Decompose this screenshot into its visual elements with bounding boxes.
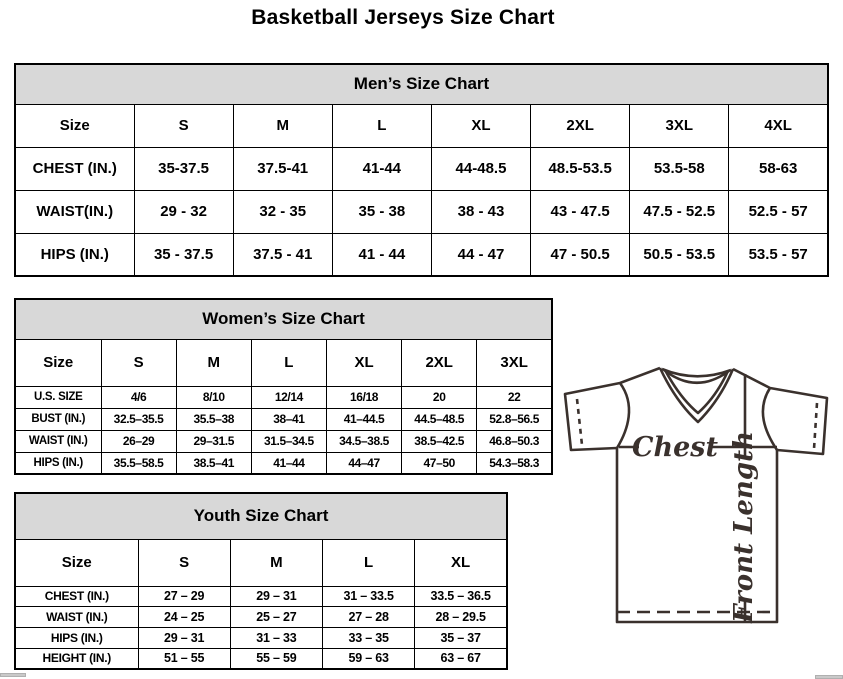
cell: 41–44.5 — [326, 408, 401, 430]
column-header: Size — [15, 339, 101, 386]
chest-label: Chest — [632, 432, 718, 463]
cell: 33 – 35 — [323, 627, 415, 648]
cell: 44 - 47 — [431, 233, 530, 276]
column-header: L — [251, 339, 326, 386]
column-header: Size — [15, 539, 138, 586]
jersey-diagram — [555, 360, 843, 679]
column-header: M — [176, 339, 251, 386]
jersey-right-armhole-seam — [763, 388, 777, 450]
cell: 27 – 29 — [138, 586, 230, 607]
column-header: XL — [326, 339, 401, 386]
cell: 44.5–48.5 — [402, 408, 477, 430]
column-header: XL — [431, 104, 530, 147]
cell: 20 — [402, 386, 477, 408]
cell: 38.5–42.5 — [402, 430, 477, 452]
column-header: 4XL — [729, 104, 828, 147]
youth-size-table — [14, 492, 508, 670]
page-title: Basketball Jerseys Size Chart — [251, 6, 555, 29]
cell: 32.5–35.5 — [101, 408, 176, 430]
row-label: WAIST(IN.) — [15, 190, 134, 233]
cell: 32 - 35 — [233, 190, 332, 233]
row-label: HIPS (IN.) — [15, 627, 138, 648]
cell: 46.8–50.3 — [477, 430, 552, 452]
cell: 31 – 33.5 — [323, 586, 415, 607]
column-header: S — [134, 104, 233, 147]
table-row — [15, 233, 828, 276]
cell: 50.5 - 53.5 — [630, 233, 729, 276]
cell: 29 - 32 — [134, 190, 233, 233]
cell: 26–29 — [101, 430, 176, 452]
cell: 31 – 33 — [230, 627, 322, 648]
column-header: 2XL — [402, 339, 477, 386]
column-header: 3XL — [477, 339, 552, 386]
horizontal-scrollbar-end[interactable] — [815, 675, 843, 679]
cell: 29 – 31 — [138, 627, 230, 648]
table-row — [15, 190, 828, 233]
cell: 29–31.5 — [176, 430, 251, 452]
cell: 52.8–56.5 — [477, 408, 552, 430]
cell: 4/6 — [101, 386, 176, 408]
row-label: U.S. SIZE — [15, 386, 101, 408]
cell: 12/14 — [251, 386, 326, 408]
column-header: M — [233, 104, 332, 147]
cell: 53.5-58 — [630, 147, 729, 190]
column-header: S — [101, 339, 176, 386]
cell: 44–47 — [326, 452, 401, 474]
cell: 44-48.5 — [431, 147, 530, 190]
column-header: Size — [15, 104, 134, 147]
cell: 43 - 47.5 — [531, 190, 630, 233]
table-row — [15, 648, 507, 669]
cell: 24 – 25 — [138, 607, 230, 628]
mens-size-table — [14, 63, 829, 277]
cell: 35.5–58.5 — [101, 452, 176, 474]
table-row — [15, 386, 552, 408]
column-header: 2XL — [531, 104, 630, 147]
cell: 8/10 — [176, 386, 251, 408]
cell: 41–44 — [251, 452, 326, 474]
cell: 37.5 - 41 — [233, 233, 332, 276]
table-title: Youth Size Chart — [15, 493, 507, 539]
table-row — [15, 607, 507, 628]
row-label: HIPS (IN.) — [15, 233, 134, 276]
cell: 29 – 31 — [230, 586, 322, 607]
column-header: 3XL — [630, 104, 729, 147]
row-label: CHEST (IN.) — [15, 586, 138, 607]
horizontal-scrollbar-thumb[interactable] — [0, 673, 26, 677]
cell: 59 – 63 — [323, 648, 415, 669]
cell: 38 - 43 — [431, 190, 530, 233]
cell: 16/18 — [326, 386, 401, 408]
table-title: Men’s Size Chart — [15, 64, 828, 104]
column-header: M — [230, 539, 322, 586]
table-row — [15, 430, 552, 452]
jersey-left-cuff-dashed-line — [577, 399, 582, 445]
cell: 35 – 37 — [415, 627, 507, 648]
cell: 31.5–34.5 — [251, 430, 326, 452]
jersey-outline — [565, 368, 827, 622]
table-title: Women’s Size Chart — [15, 299, 552, 339]
row-label: BUST (IN.) — [15, 408, 101, 430]
front-length-label: Front Length — [729, 431, 759, 623]
table-row — [15, 452, 552, 474]
cell: 28 – 29.5 — [415, 607, 507, 628]
cell: 47 - 50.5 — [531, 233, 630, 276]
table-row — [15, 627, 507, 648]
cell: 35 - 37.5 — [134, 233, 233, 276]
cell: 51 – 55 — [138, 648, 230, 669]
table-row — [15, 408, 552, 430]
cell: 37.5-41 — [233, 147, 332, 190]
cell: 47.5 - 52.5 — [630, 190, 729, 233]
cell: 58-63 — [729, 147, 828, 190]
row-label: WAIST (IN.) — [15, 430, 101, 452]
column-header: S — [138, 539, 230, 586]
cell: 35-37.5 — [134, 147, 233, 190]
cell: 38.5–41 — [176, 452, 251, 474]
cell: 55 – 59 — [230, 648, 322, 669]
cell: 52.5 - 57 — [729, 190, 828, 233]
cell: 25 – 27 — [230, 607, 322, 628]
row-label: HIPS (IN.) — [15, 452, 101, 474]
column-header: XL — [415, 539, 507, 586]
column-header: L — [332, 104, 431, 147]
cell: 41 - 44 — [332, 233, 431, 276]
cell: 27 – 28 — [323, 607, 415, 628]
cell: 48.5-53.5 — [531, 147, 630, 190]
cell: 22 — [477, 386, 552, 408]
jersey-right-cuff-dashed-line — [814, 403, 817, 449]
row-label: CHEST (IN.) — [15, 147, 134, 190]
table-row — [15, 147, 828, 190]
row-label: WAIST (IN.) — [15, 607, 138, 628]
womens-size-table — [14, 298, 553, 475]
row-label: HEIGHT (IN.) — [15, 648, 138, 669]
cell: 54.3–58.3 — [477, 452, 552, 474]
column-header: L — [323, 539, 415, 586]
cell: 47–50 — [402, 452, 477, 474]
table-row — [15, 586, 507, 607]
cell: 38–41 — [251, 408, 326, 430]
jersey-left-armhole-seam — [617, 383, 629, 448]
cell: 34.5–38.5 — [326, 430, 401, 452]
cell: 53.5 - 57 — [729, 233, 828, 276]
cell: 35 - 38 — [332, 190, 431, 233]
cell: 63 – 67 — [415, 648, 507, 669]
cell: 33.5 – 36.5 — [415, 586, 507, 607]
cell: 35.5–38 — [176, 408, 251, 430]
cell: 41-44 — [332, 147, 431, 190]
